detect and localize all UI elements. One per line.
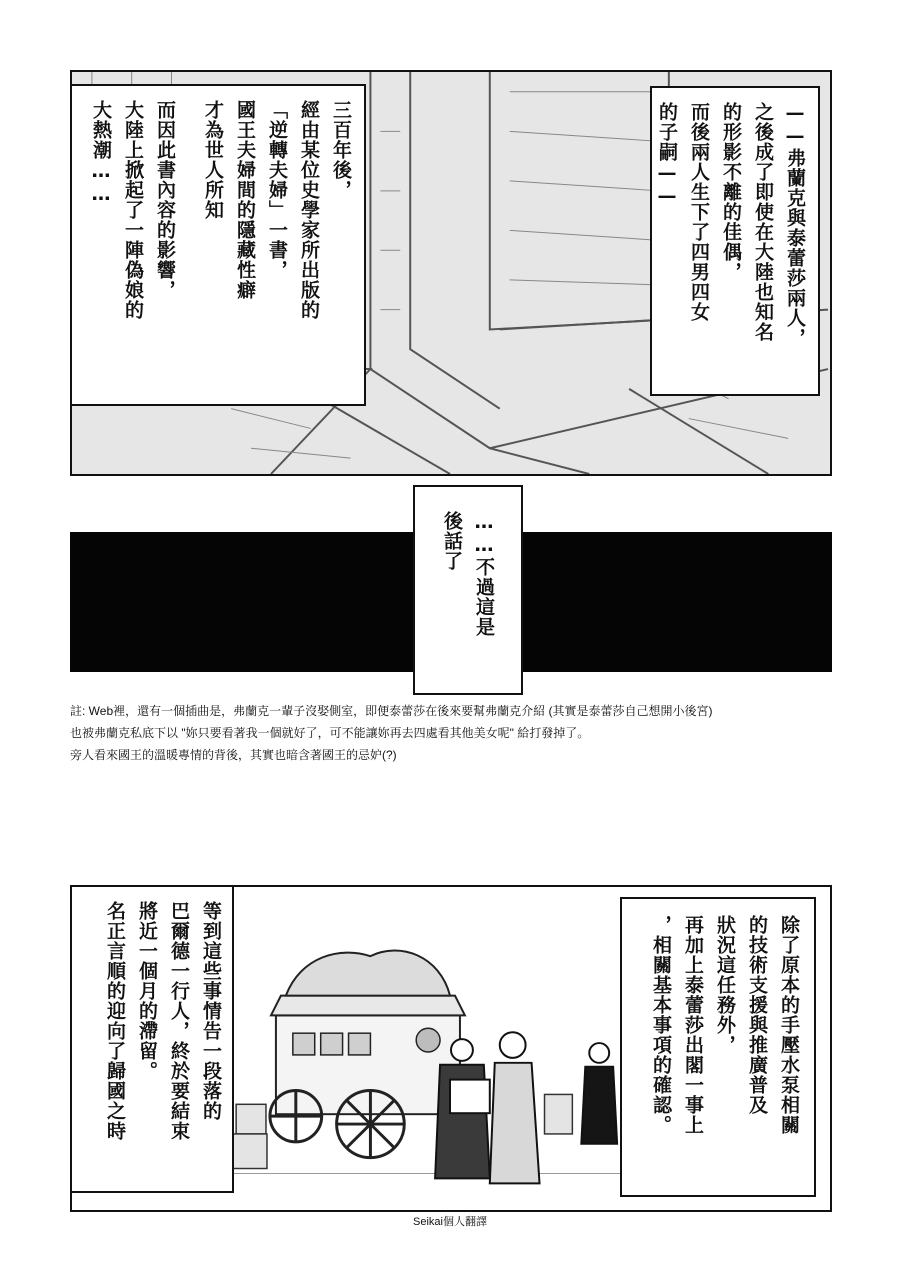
caption-line: 巴爾德一行人，終於要結束: [168, 901, 190, 1141]
caption-line: 除了原本的手壓水泵相關: [778, 915, 800, 1135]
caption-line: ——弗蘭克與泰蕾莎兩人，: [784, 102, 806, 348]
caption-line: 大熱潮……: [90, 100, 112, 206]
caption-line: ……不過這是: [473, 511, 495, 637]
note-line: 也被弗蘭克私底下以 "妳只要看著我一個就好了，可不能讓妳再去四處看其他美女呢" 給打發掉了。: [70, 726, 590, 740]
translator-note: [70, 700, 870, 766]
caption-line: ，相關基本事項的確認。: [650, 915, 672, 1135]
caption-line: 後話了: [441, 511, 463, 571]
manga-panel-bottom: [70, 885, 832, 1212]
caption-line: 而後兩人生下了四男四女: [688, 102, 710, 322]
caption-line: 的技術支援與推廣普及: [746, 915, 768, 1115]
note-line: 旁人看來國王的溫暖專情的背後，其實也暗含著國王的忌妒(?): [70, 748, 397, 762]
caption-line: 將近一個月的滯留。: [136, 901, 158, 1081]
note-line: 註: Web裡，還有一個插曲是，弗蘭克一輩子沒娶側室，即便泰蕾莎在後來要幫弗蘭克介紹 (其實是泰蕾莎自己想開小後宮): [70, 704, 713, 718]
caption-line: 經由某位史學家所出版的: [298, 100, 320, 320]
caption-spacer: [184, 100, 194, 390]
caption-line: 等到這些事情告一段落的: [200, 901, 222, 1121]
caption-box-left: [70, 84, 366, 406]
caption-box-right: [650, 86, 820, 396]
caption-line: 狀況這任務外，: [714, 915, 736, 1055]
caption-box-right: [620, 897, 816, 1197]
caption-line: 之後成了即使在大陸也知名: [752, 102, 774, 342]
translator-credit: Seikai個人翻譯: [413, 1216, 487, 1228]
caption-line: 才為世人所知: [202, 100, 224, 220]
manga-panel-top: [70, 70, 832, 476]
caption-box-left: [70, 885, 234, 1193]
caption-line: 三百年後，: [330, 100, 352, 200]
caption-box-center: [413, 485, 523, 695]
caption-line: 「逆轉夫婦」一書，: [266, 100, 288, 280]
caption-line: 國王夫婦間的隱藏性癖: [234, 100, 256, 300]
caption-line: 名正言順的迎向了歸國之時: [104, 901, 126, 1141]
caption-line: 而因此書內容的影響，: [154, 100, 176, 300]
caption-line: 大陸上掀起了一陣偽娘的: [122, 100, 144, 320]
caption-line: 的子嗣——: [656, 102, 678, 208]
caption-line: 再加上泰蕾莎出閣一事上: [682, 915, 704, 1135]
caption-line: 的形影不離的佳偶，: [720, 102, 742, 282]
